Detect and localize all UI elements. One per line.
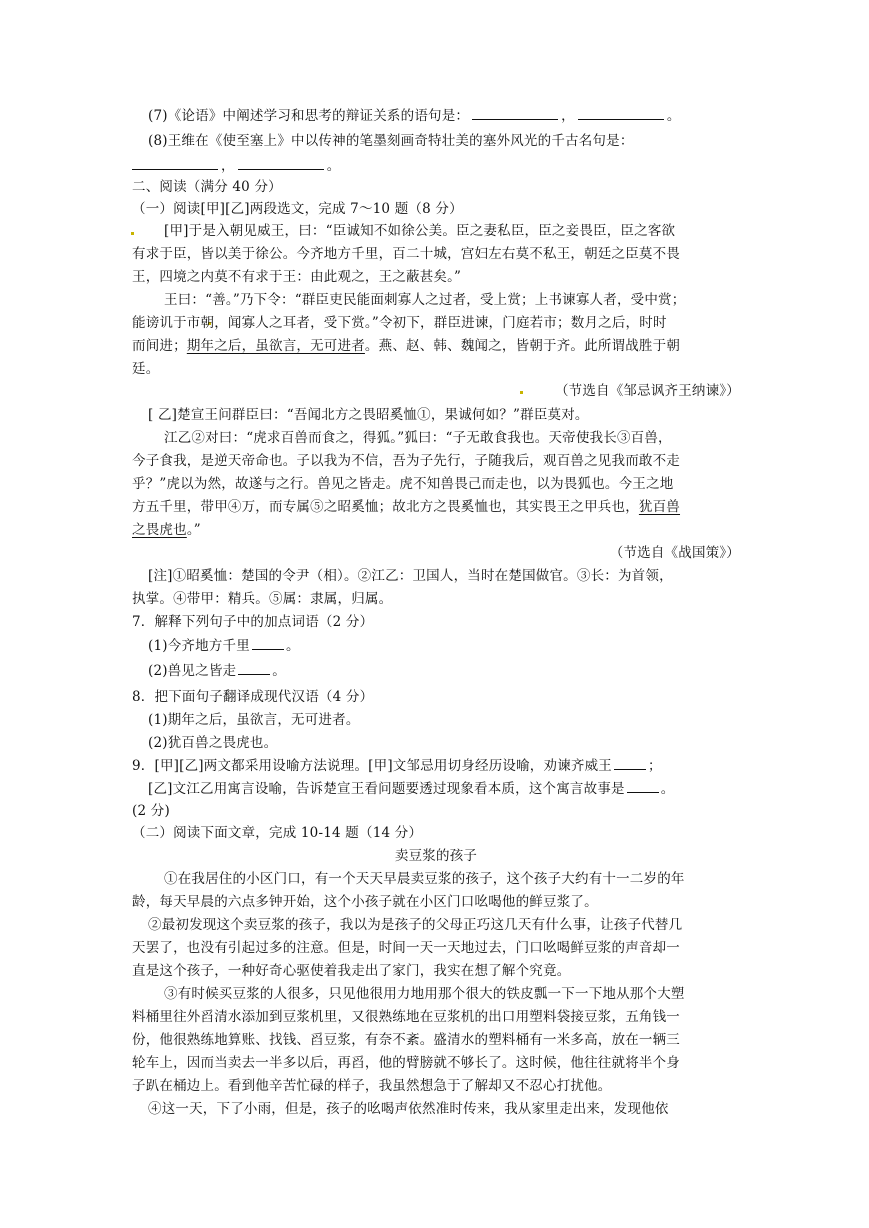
answer-blank[interactable]: [238, 660, 270, 675]
answer-blank[interactable]: [472, 105, 558, 120]
underlined-sentence: 犹百兽: [638, 499, 681, 515]
answer-blank[interactable]: [238, 155, 324, 170]
question-9-line: 9．[甲][乙]两文都采用设喻方法说理。[甲]文邹忌用切身经历设喻，劝谏齐威王 ；: [132, 755, 740, 777]
section-heading: 二、阅读（满分 40 分）: [132, 179, 282, 195]
question-9-line: [乙]文江乙用寓言设喻，告诉楚宣王看问题要透过现象看本质，这个寓言故事是 。: [148, 778, 756, 800]
answer-blank[interactable]: [578, 105, 664, 120]
passage-yi-line: 今子食我，是逆天帝命也。子以我为不信，吾为子先行，子随我后，观百兽之见我而敢不走: [132, 453, 680, 469]
passage-jia-line: 有求于臣，皆以美于徐公。今齐地方千里，百二十城，宫妇左右莫不私王，朝廷之臣莫不畏: [132, 246, 680, 262]
passage-jia-line: 王，四境之内莫不有求于王：由此观之，王之蔽甚矣。”: [132, 269, 462, 285]
question-8-line: (8)王维在《使至塞上》中以传神的笔墨刻画奇特壮美的塞外风光的千古名句是：: [148, 133, 634, 149]
passage-yi-line: 江乙②对曰：“虎求百兽而食之，得狐。”狐曰：“子无敢食我也。天帝使我长③百兽，: [164, 430, 672, 446]
passage-yi-line: [ 乙]楚宣王问群臣曰：“吾闻北方之畏昭奚恤①，果诚何如？”群臣莫对。: [148, 407, 589, 423]
question-8-blanks: ， 。: [132, 155, 740, 177]
notes-line: [注]①昭奚恤：楚国的令尹（相）。②江乙：卫国人，当时在楚国做官。③长：为首领，: [148, 568, 673, 584]
question-7-item: (2)兽见之皆走 。: [148, 660, 756, 682]
article-line: 龄，每天早晨的六点多钟开始，这个小孩子就在小区门口吆喝他的鲜豆浆了。: [132, 894, 598, 910]
article-line: 轮车上，因而当卖去一半多以后，再舀，他的臂膀就不够长了。这时候，他往往就将半个身: [132, 1055, 680, 1071]
subsection-heading: （二）阅读下面文章，完成 10-14 题（14 分）: [132, 825, 423, 841]
passage-jia-line: 王曰：“善。”乃下令：“群臣吏民能面刺寡人之过者，受上赏；上书谏寡人者，受中赏；: [164, 292, 686, 308]
answer-blank[interactable]: [627, 778, 659, 793]
article-line: ①在我居住的小区门口，有一个天天早晨卖豆浆的孩子，这个孩子大约有十一二岁的年: [164, 871, 685, 887]
article-line: 份，他很熟练地算账、找钱、舀豆浆，有奈不紊。盛清水的塑料桶有一米多高，放在一辆三: [132, 1032, 680, 1048]
underlined-sentence: 期年之后，虽欲言，无可进者: [186, 338, 365, 354]
passage-jia-line: 而间进；期年之后，虽欲言，无可进者。燕、赵、韩、魏闻之，皆朝于齐。此所谓战胜于朝: [132, 338, 681, 354]
decoration-dot: [131, 232, 134, 235]
answer-blank[interactable]: [132, 155, 218, 170]
question-8-item: (2)犹百兽之畏虎也。: [148, 735, 278, 751]
question-7-item: (1)今齐地方千里 。: [148, 635, 756, 657]
article-title: 卖豆浆的孩子: [394, 848, 478, 864]
article-line: 天罢了，也没有引起过多的注意。但是，时间一天一天地过去，门口吆喝鲜豆浆的声音却一: [132, 940, 680, 956]
article-line: 直是这个孩子，一种好奇心驱使着我走出了家门，我实在想了解个究竟。: [132, 963, 571, 979]
question-7-line: (7)《论语》中阐述学习和思考的辩证关系的语句是： ， 。: [148, 105, 756, 127]
article-line: ④这一天，下了小雨，但是，孩子的吆喝声依然准时传来，我从家里走出来，发现他依: [148, 1101, 669, 1117]
underlined-sentence: 之畏虎也: [132, 522, 187, 538]
passage-jia-line: 廷。: [132, 361, 160, 377]
passage-jia-line: 能谤讥于市朝，闻寡人之耳者，受下赏。”令初下，群臣进谏，门庭若市；数月之后，时时: [132, 315, 667, 331]
answer-blank[interactable]: [614, 755, 646, 770]
answer-blank[interactable]: [252, 635, 284, 650]
article-line: ③有时候买豆浆的人很多，只见他很用力地用那个很大的铁皮瓢一下一下地从那个大塑: [164, 986, 685, 1002]
passage-jia-line: [甲]于是入朝见威王，曰：“臣诚知不如徐公美。臣之妻私臣，臣之妾畏臣，臣之客欲: [164, 223, 676, 239]
article-line: ②最初发现这个卖豆浆的孩子，我以为是孩子的父母正巧这几天有什么事，让孩子代替几: [148, 917, 683, 933]
passage-yi-line: 乎？”虎以为然，故遂与之行。兽见之皆走。虎不知兽畏己而走也，以为畏狐也。今王之地: [132, 476, 674, 492]
article-line: 料桶里往外舀清水添加到豆浆机里，又很熟练地在豆浆机的出口用塑料袋接豆浆，五角钱一: [132, 1009, 680, 1025]
article-line: 子趴在桶边上。看到他辛苦忙碌的样子，我虽然想急于了解却又不忍心打扰他。: [132, 1078, 612, 1094]
question-9-score: (2 分): [132, 803, 170, 819]
source-citation: （节选自《邹忌讽齐王纳谏》）: [554, 383, 740, 399]
question-8-heading: 8．把下面句子翻译成现代汉语（4 分）: [132, 689, 374, 705]
notes-line: 执掌。④带甲：精兵。⑤属：隶属，归属。: [132, 591, 393, 607]
passage-yi-line: 方五千里，带甲④万，而专属⑤之昭奚恤；故北方之畏奚恤也，其实畏王之甲兵也，犹百兽: [132, 499, 681, 515]
passage-yi-line: 之畏虎也。”: [132, 522, 201, 538]
subsection-heading: （一）阅读[甲][乙]两段选文，完成 7～10 题（8 分）: [132, 201, 463, 217]
question-8-item: (1)期年之后，虽欲言，无可进者。: [148, 712, 360, 728]
question-7-heading: 7．解释下列句子中的加点词语（2 分）: [132, 614, 374, 630]
source-citation: （节选自《战国策》）: [609, 545, 740, 561]
